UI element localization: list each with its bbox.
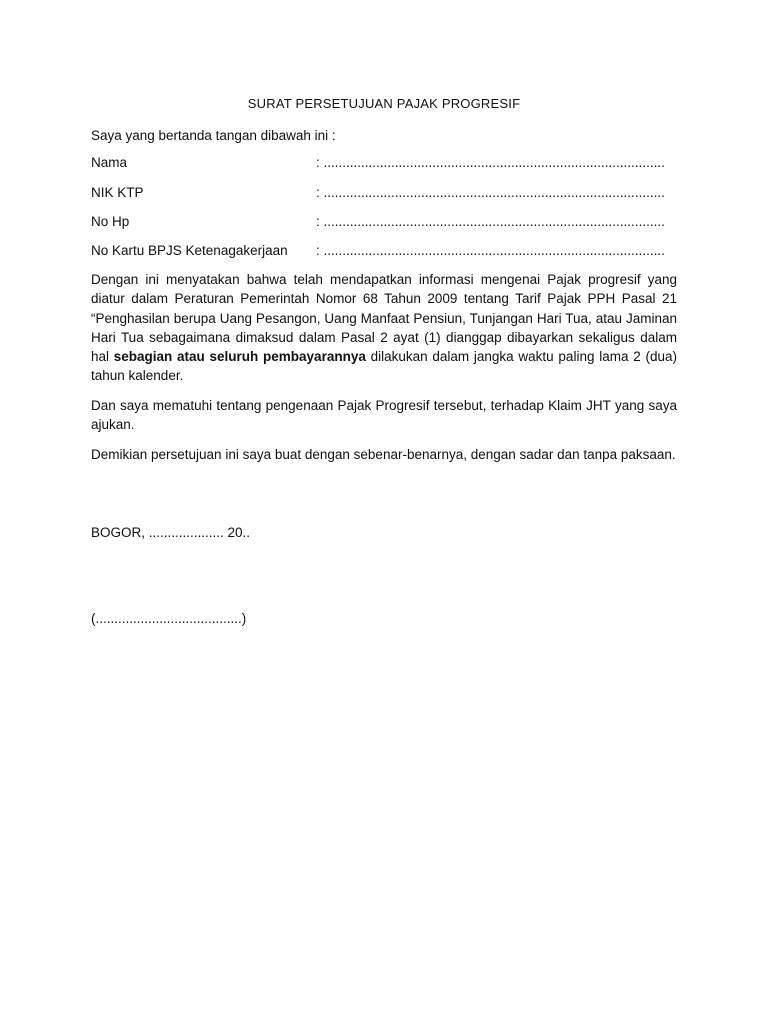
field-label: No Kartu BPJS Ketenagakerjaan [91, 243, 288, 258]
field-value-blank: : ........................................................................................... [316, 243, 665, 258]
field-value-blank: : ........................................................................................... [316, 155, 665, 170]
closing-paragraph: Demikian persetujuan ini saya buat dengan sebenar-benarnya, dengan sadar dan tanpa paksaan. [91, 447, 676, 462]
field-value-blank: : ........................................................................................... [316, 214, 665, 229]
field-label: Nama [91, 155, 128, 170]
paragraph-text: Dengan ini menyatakan bahwa telah mendapatkan informasi mengenai Pajak progresif yang diatur dalam Peraturan Pemerintah Nomor 68 Tahun 2009 tentang Tarif Pajak PPH Pasal 21 “Penghasilan berupa Uang Pesangon, Uang Manfaat Pensiun, Tunjangan Hari Tua, atau Jaminan Hari Tua sebagaimana dimaksud dalam Pasal 2 ayat (1) dianggap dibayarkan sekaligus dalam hal [91, 272, 677, 365]
field-label: No Hp [91, 214, 130, 229]
field-no-kartu-bpjs [91, 243, 681, 263]
compliance-paragraph: Dan saya mematuhi tentang pengenaan Pajak Progresif tersebut, terhadap Klaim JHT yang saya ajukan. [91, 398, 677, 433]
declaration-paragraph [91, 270, 677, 386]
place-date-line: BOGOR, .................... 20.. [91, 525, 251, 540]
signature-line: (.......................................) [91, 611, 247, 626]
field-no-hp [91, 214, 681, 234]
paragraph-text: dilakukan dalam jangka waktu paling lama 2 (dua) tahun kalender. [91, 349, 677, 384]
field-nama [91, 155, 681, 175]
field-nik-ktp [91, 185, 681, 205]
document-title: SURAT PERSETUJUAN PAJAK PROGRESIF [247, 96, 521, 111]
intro-text: Saya yang bertanda tangan dibawah ini : [91, 128, 336, 143]
paragraph-bold-text: sebagian atau seluruh pembayarannya [113, 349, 366, 365]
field-label: NIK KTP [91, 185, 144, 200]
field-value-blank: : ........................................................................................... [316, 185, 665, 200]
